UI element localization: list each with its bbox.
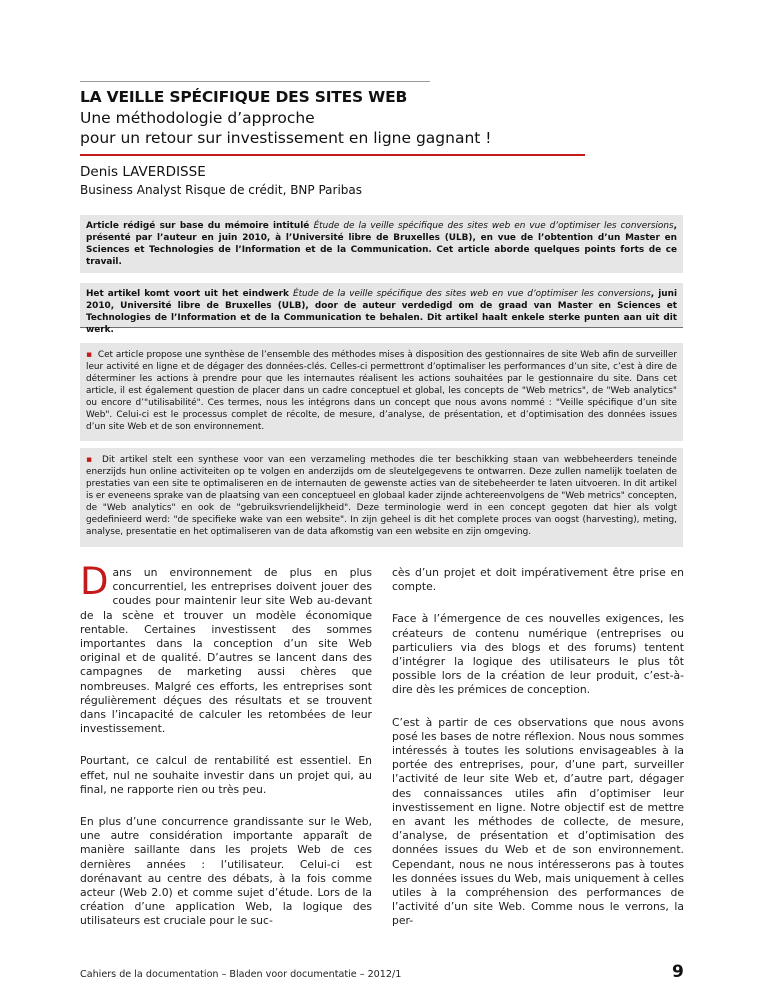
abstract-nl-text: Dit artikel stelt een synthese voor van een verzameling methodes die ter beschikking staan van webbeheerders teneinde enerzijds hun online activiteiten op te volgen en anderzijds om de sleutelgegevens te ontwarren. Deze zullen namelijk toelaten de prestaties van een site te optimaliseren en de internauten de gewenste acties van de sitebeheerder te laten uitvoeren. In dit artikel is er eveneens sprake van de plaatsing van een conceptueel en globaal kader zijnde achtereenvolgens de "Web metrics" concepten, de "Web analytics" en ook de "gebruiksvriendelijkheid". Deze terminologie werd in een concept gegoten dat hier als volgt gedefinieerd werd: "de specifieke wake van een website". In zijn geheel is dit het complete proces van oogst (harvesting), meting, analyse, presentatie en het optimaliseren van de data afkomstig van een website en zijn omgeving. <box>86 455 677 537</box>
body-paragraph: Face à l’émergence de ces nouvelles exigences, les créateurs de contenu numérique (entreprises ou particuliers via des blogs et des forums) tentent d’intégrer la logique des utilisateurs le plus tôt possible lors de la création de leur produit, c’est-à-dire dès les prémices de conception. <box>392 612 684 697</box>
article-subtitle <box>80 108 600 148</box>
title-underline <box>80 154 585 156</box>
journal-footer: Cahiers de la documentation – Bladen voor documentatie – 2012/1 <box>80 969 402 980</box>
note-french <box>80 215 683 273</box>
page-number: 9 <box>672 962 684 982</box>
top-rule <box>80 81 430 82</box>
author-name: Denis LAVERDISSE <box>80 164 206 180</box>
abstract-bullet-icon: ▪ <box>86 350 93 360</box>
note-fr-thesis-title: Étude de la veille spécifique des sites web en vue d’optimiser les conversions <box>313 221 674 231</box>
abstract-dutch <box>80 448 683 547</box>
note-fr-part-a: Article rédigé sur base du mémoire intitulé <box>86 221 314 231</box>
note-nl-part-c: , juni 2010, Université libre de Bruxelles (ULB), door de auteur verdedigd om de graad van Master en Sciences et Technologies de l’Information et de la Communication te behalen. Dit artikel haalt enkele sterke punten aan uit dit werk. <box>86 289 677 335</box>
note-fr-part-c: , présenté par l’auteur en juin 2010, à l’Université libre de Bruxelles (ULB), en vue de l’obtention d’un Master en Sciences et Technologies de l’Information et de la Communication. Cet article aborde quelques points forts de ce travail. <box>86 221 677 267</box>
body-paragraph: Pourtant, ce calcul de rentabilité est essentiel. En effet, nul ne souhaite investir dans un projet qui, au final, ne rapporte rien ou très peu. <box>80 754 372 796</box>
drop-cap: D <box>80 560 109 603</box>
body-column-left <box>80 560 372 947</box>
body-paragraph: En plus d’une concurrence grandissante sur le Web, une autre considération importante apparaît de manière saillante dans les projets Web de ces dernières années : l’utilisateur. Celui-ci est dorénavant au centre des débats, à la fois comme acteur (Web 2.0) et comme sujet d’étude. Lors de la création d’une application Web, la logique des utilisateurs est cruciale pour le suc- <box>80 815 372 928</box>
note-dutch <box>80 283 683 335</box>
body-paragraph: C’est à partir de ces observations que nous avons posé les bases de notre réflexion. Nous nous sommes intéressés à toutes les solutions envisageables à la portée des entreprises, pour, d’une part, surveiller l’activité de leur site Web et, d’autre part, dégager des connaissances utiles afin d’optimiser leur investissement en ligne. Notre objectif est de mettre en avant les méthodes de collecte, de mesure, d’analyse, de présentation et d’optimisation des données issues du Web et de son environnement. Cependant, nous ne nous intéresserons pas à toutes les données issues du Web, mais uniquement à celles utiles à la compréhension des performances de l’activité d’un site Web. Comme nous le verrons, la per- <box>392 715 684 928</box>
body-paragraph: Dans un environnement de plus en plus concurrentiel, les entreprises doivent jouer des coudes pour maintenir leur site Web au-devant de la scène et trouver un modèle économique rentable. Certaines investissent des sommes importantes dans la conception d’un site Web original et de qualité. D’autres se lancent dans des campagnes de marketing aussi chères que nombreuses. Malgré ces efforts, les entreprises sont régulièrement déçues des résultats et se trouvent dans l’incapacité de calculer les retombées de leur investissement. <box>80 560 372 736</box>
abstract-bullet-icon: ▪ <box>86 455 95 465</box>
abstract-fr-text: Cet article propose une synthèse de l’ensemble des méthodes mises à disposition des gestionnaires de site Web afin de surveiller leur activité en ligne et de dégager des données-clés. Celles-ci permettront d’optimaliser les performances d’un site, c’est à dire de déterminer les actions à prendre pour que les internautes réalisent les actions souhaitées par le gestionnaire du site. Dans cet article, il est également question de placer dans un cadre conceptuel et global, les concepts de "Web metrics", de "Web analytics" ou encore d’"utilisabilité". Ces termes, nous les intégrons dans un concept que nous avons nommé : "Veille spécifique d’un site Web". Celui-ci est le processus complet de récolte, de mesure, d’analyse, de présentation, et d’optimisation des données issues d’un site Web et de son environnement. <box>86 350 678 432</box>
body-paragraph: cès d’un projet et doit impérativement être prise en compte. <box>392 566 684 594</box>
note-nl-part-a: Het artikel komt voort uit het eindwerk <box>86 289 293 299</box>
body-column-right <box>392 566 684 947</box>
subtitle-line-2: pour un retour sur investissement en ligne gagnant ! <box>80 129 492 147</box>
abstract-french <box>80 343 683 441</box>
author-affiliation: Business Analyst Risque de crédit, BNP Paribas <box>80 183 362 197</box>
note-nl-thesis-title: Étude de la veille spécifique des sites web en vue d’optimiser les conversions <box>292 289 651 299</box>
subtitle-line-1: Une méthodologie d’approche <box>80 109 315 127</box>
article-title: LA VEILLE SPÉCIFIQUE DES SITES WEB <box>80 88 408 106</box>
